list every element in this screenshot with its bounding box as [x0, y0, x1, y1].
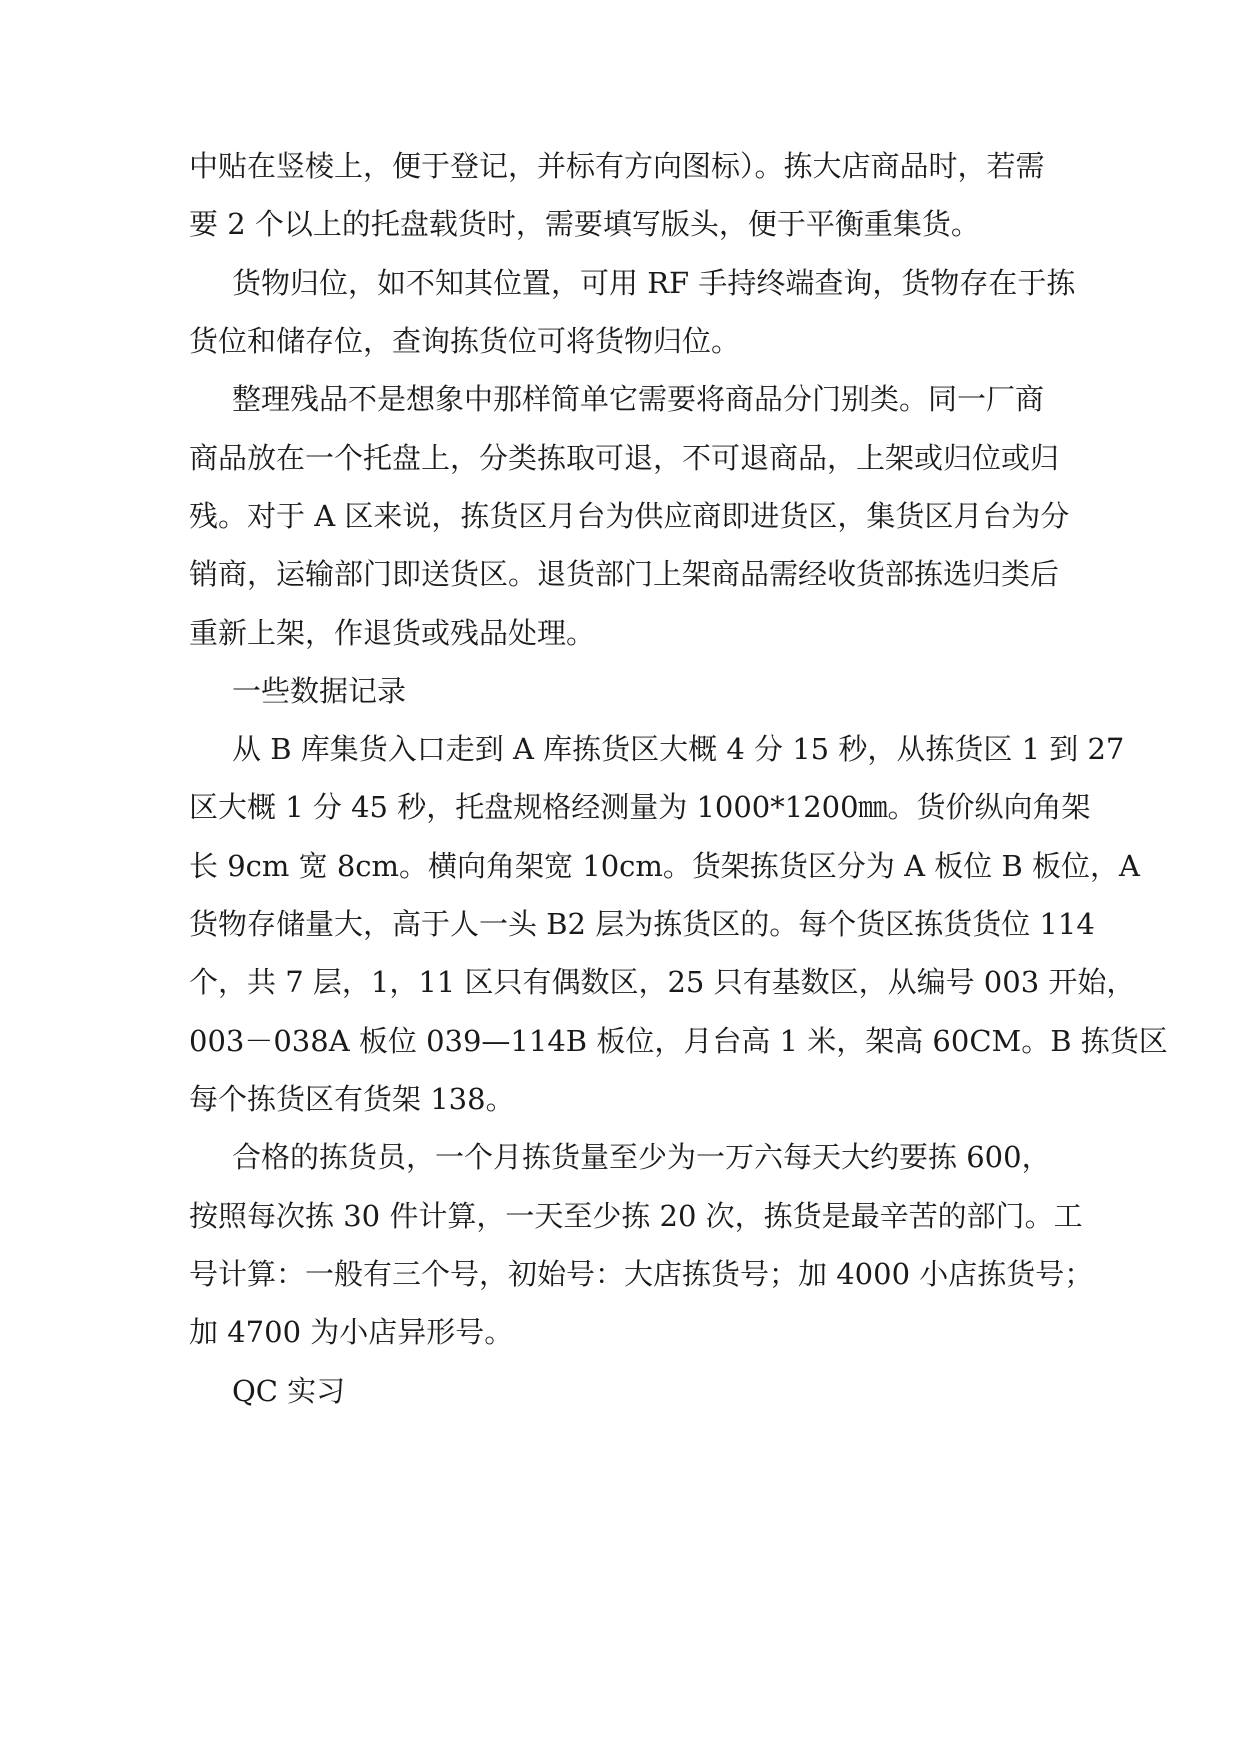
text-line: 003－038A 板位 039—114B 板位，月台高 1 米，架高 60CM。B 拣货区: [189, 1024, 1168, 1058]
text-line: 要 2 个以上的托盘载货时，需要填写版头，便于平衡重集货。: [189, 207, 980, 241]
text-line: 整理残品不是想象中那样简单它需要将商品分门别类。同一厂商: [232, 382, 1045, 416]
text-line: 货物归位，如不知其位置，可用 RF 手持终端查询，货物存在于拣: [232, 266, 1076, 300]
text-line: 按照每次拣 30 件计算，一天至少拣 20 次，拣货是最辛苦的部门。工: [189, 1199, 1083, 1233]
text-line: 货位和储存位，查询拣货位可将货物归位。: [189, 324, 741, 358]
text-line: 号计算：一般有三个号，初始号：大店拣货号；加 4000 小店拣货号；: [189, 1257, 1094, 1291]
text-line: 加 4700 为小店异形号。: [189, 1315, 514, 1349]
text-line: 货物存储量大，高于人一头 B2 层为拣货区的。每个货区拣货货位 114: [189, 907, 1095, 941]
text-line: 中贴在竖棱上，便于登记，并标有方向图标）。拣大店商品时，若需: [189, 149, 1045, 183]
text-line: 重新上架，作退货或残品处理。: [189, 616, 596, 650]
text-line: 销商，运输部门即送货区。退货部门上架商品需经收货部拣选归类后: [189, 557, 1060, 591]
text-line: 合格的拣货员，一个月拣货量至少为一万六每天大约要拣 600，: [232, 1140, 1051, 1174]
section-heading: 一些数据记录: [232, 674, 407, 708]
text-line: 个，共 7 层，1，11 区只有偶数区，25 只有基数区，从编号 003 开始，: [189, 965, 1136, 999]
text-line: 长 9cm 宽 8cm。横向角架宽 10cm。货架拣货区分为 A 板位 B 板位，A: [189, 849, 1140, 883]
text-line: 区大概 1 分 45 秒，托盘规格经测量为 1000*1200㎜。货价纵向角架: [189, 790, 1091, 824]
text-line: 残。对于 A 区来说，拣货区月台为供应商即进货区，集货区月台为分: [189, 499, 1070, 533]
text-line: 商品放在一个托盘上，分类拣取可退，不可退商品，上架或归位或归: [189, 441, 1060, 475]
text-line: 从 B 库集货入口走到 A 库拣货区大概 4 分 15 秒，从拣货区 1 到 27: [232, 732, 1125, 766]
section-heading: QC 实习: [232, 1374, 346, 1408]
text-line: 每个拣货区有货架 138。: [189, 1082, 515, 1116]
